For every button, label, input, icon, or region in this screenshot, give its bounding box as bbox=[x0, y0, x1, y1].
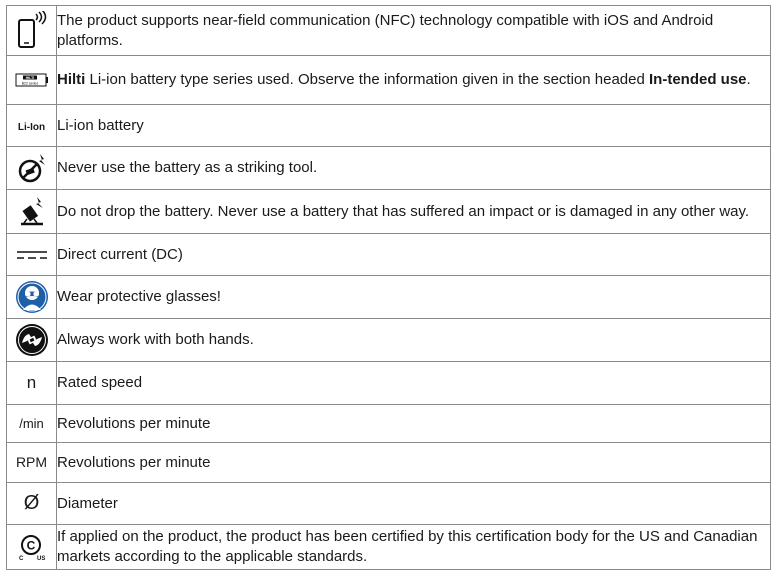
csa-certification-icon bbox=[16, 532, 48, 562]
table-row bbox=[7, 190, 771, 234]
table-row bbox=[7, 405, 771, 443]
table-row bbox=[7, 234, 771, 276]
symbol-cell bbox=[7, 405, 57, 443]
symbol-cell bbox=[7, 362, 57, 405]
description-cell: Rated speed bbox=[57, 362, 771, 405]
description-cell: Li-ion battery bbox=[57, 105, 771, 147]
description-end: . bbox=[746, 71, 751, 88]
symbol-cell bbox=[7, 483, 57, 525]
symbol-cell bbox=[7, 147, 57, 190]
description-cell: Direct current (DC) bbox=[57, 234, 771, 276]
table-row bbox=[7, 319, 771, 362]
rated-speed-label: n bbox=[26, 373, 37, 392]
description-cell: Never use the battery as a striking tool. bbox=[57, 147, 771, 190]
symbol-cell bbox=[7, 190, 57, 234]
symbol-cell bbox=[7, 105, 57, 147]
description-cell: Revolutions per minute bbox=[57, 443, 771, 483]
per-minute-label: /min bbox=[19, 415, 44, 431]
symbols-table bbox=[6, 5, 771, 570]
csa-canada-text: C bbox=[18, 556, 23, 562]
section-reference: In-tended use bbox=[649, 71, 747, 88]
symbol-cell bbox=[7, 319, 57, 362]
battery-series-text: B22 series bbox=[21, 81, 38, 86]
li-ion-label: Li-Ion bbox=[17, 121, 46, 133]
description-text: Li-ion battery type series used. Observe the information given in the section headed bbox=[85, 71, 650, 88]
symbol-cell bbox=[7, 276, 57, 319]
csa-us-text: US bbox=[36, 556, 45, 562]
table-row bbox=[7, 105, 771, 147]
direct-current-icon bbox=[16, 249, 48, 261]
description-cell: Diameter bbox=[57, 483, 771, 525]
no-striking-icon bbox=[17, 152, 47, 184]
symbol-cell bbox=[7, 525, 57, 570]
table-row bbox=[7, 147, 771, 190]
description-cell: Do not drop the battery. Never use a battery that has suffered an impact or is damaged in any other way. bbox=[57, 190, 771, 234]
description-cell: Revolutions per minute bbox=[57, 405, 771, 443]
rpm-label: RPM bbox=[15, 453, 48, 470]
brand-name: Hilti bbox=[57, 71, 86, 88]
protective-glasses-icon bbox=[15, 280, 49, 314]
description-cell: Always work with both hands. bbox=[57, 319, 771, 362]
symbol-cell bbox=[7, 56, 57, 105]
description-cell: If applied on the product, the product has been certified by this certification body for the US and Canadian markets according to the applicable standards. bbox=[57, 525, 771, 570]
description-cell bbox=[57, 56, 771, 105]
table-row bbox=[7, 483, 771, 525]
both-hands-icon bbox=[15, 323, 49, 357]
symbol-cell bbox=[7, 6, 57, 56]
diameter-label: Ø bbox=[23, 492, 40, 514]
table-row bbox=[7, 6, 771, 56]
symbol-cell bbox=[7, 443, 57, 483]
table-row bbox=[7, 362, 771, 405]
description-cell: Wear protective glasses! bbox=[57, 276, 771, 319]
symbol-cell bbox=[7, 234, 57, 276]
table-row bbox=[7, 525, 771, 570]
hilti-logo-text: HILTI bbox=[25, 75, 34, 80]
table-row bbox=[7, 56, 771, 105]
nfc-phone-icon bbox=[16, 11, 48, 51]
drop-battery-icon bbox=[17, 195, 47, 229]
table-row bbox=[7, 443, 771, 483]
description-cell: The product supports near-field communication (NFC) technology compatible with iOS and Android platforms. bbox=[57, 6, 771, 56]
table-row bbox=[7, 276, 771, 319]
hilti-battery-icon bbox=[15, 72, 49, 88]
csa-logo-text: C bbox=[26, 538, 35, 553]
